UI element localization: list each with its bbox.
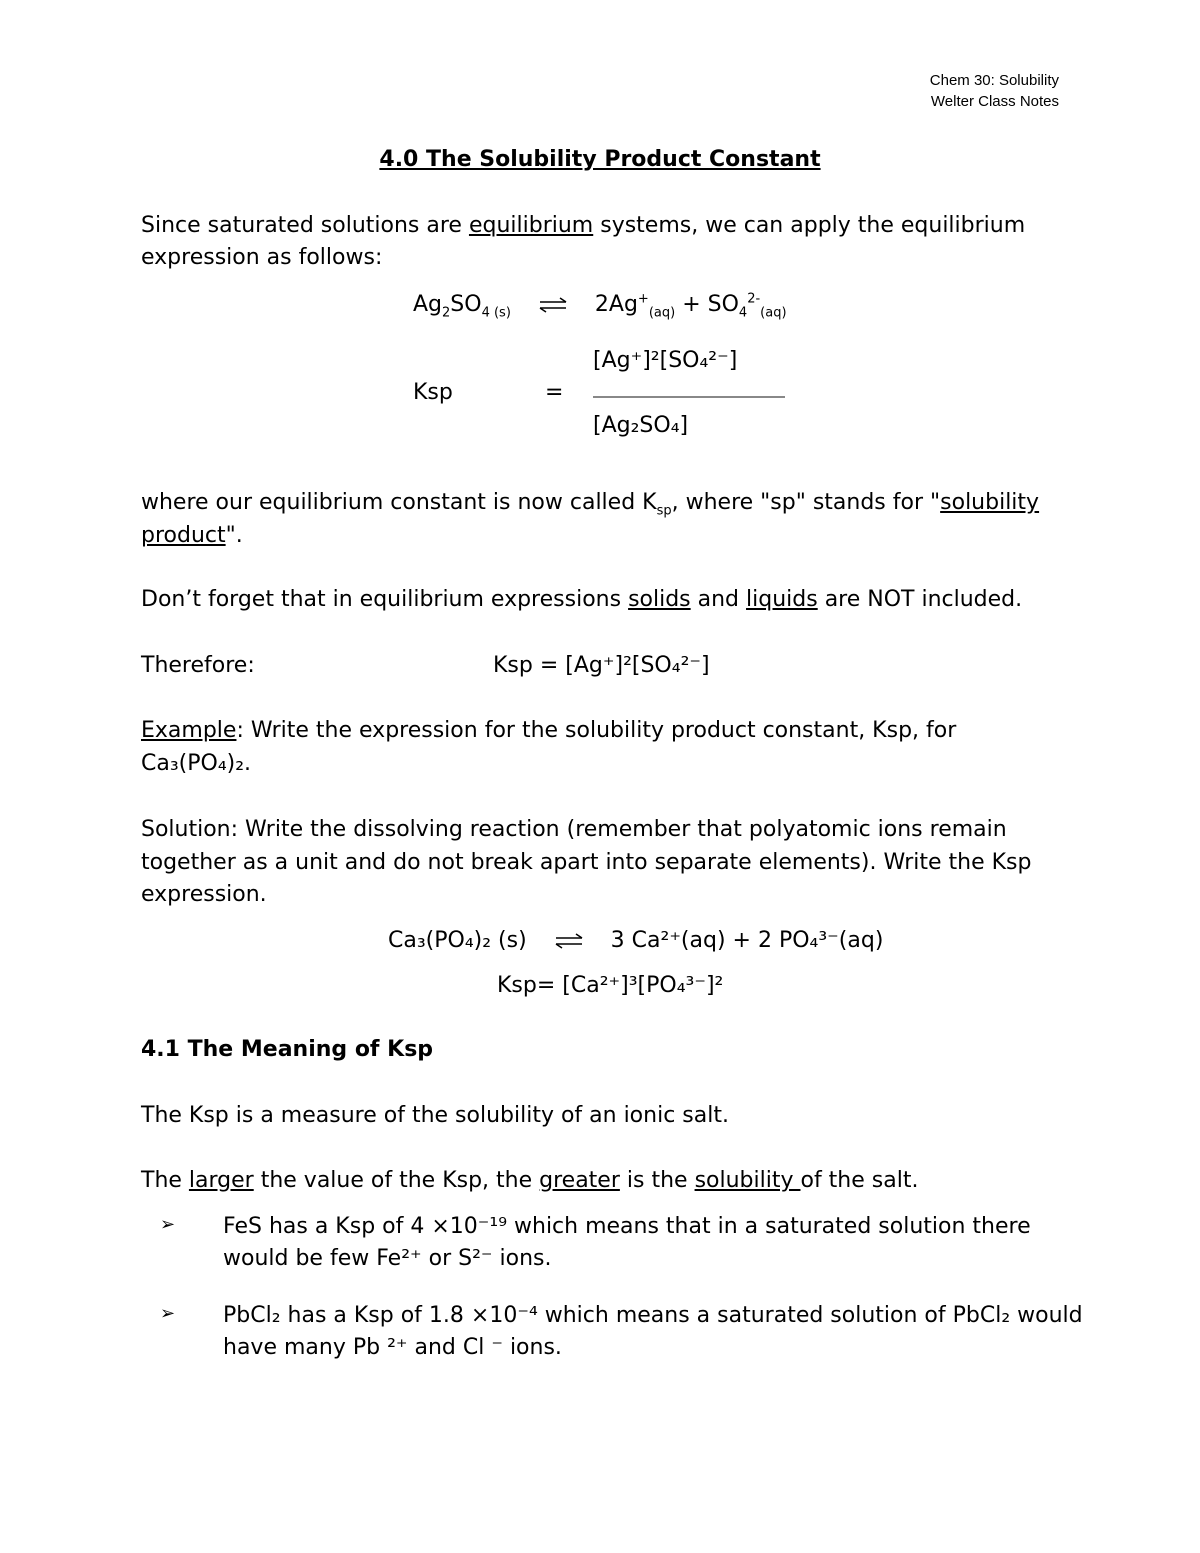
measure-text: The Ksp is a measure of the solubility of an ionic salt. — [141, 1103, 729, 1128]
intro-line1 — [141, 209, 1025, 242]
equilibrium-arrow-icon — [538, 297, 568, 313]
example-text: : Write the expression for the solubility product constant, Ksp, for — [236, 718, 957, 743]
dont-mid: and — [690, 587, 747, 612]
eq1-sub4: 4 (s) — [481, 305, 511, 321]
larger-underlined: larger — [188, 1168, 254, 1193]
equation-1 — [413, 288, 787, 321]
therefore-expr: Ksp = [Ag⁺]²[SO₄²⁻] — [493, 653, 710, 678]
eq1-so-ion: + SO — [675, 292, 739, 317]
eq2-left: Ca₃(PO₄)₂ (s) — [388, 928, 527, 953]
where-mid: , where "sp" stands for " — [671, 490, 941, 515]
therefore-label: Therefore: — [141, 653, 255, 678]
larger-pre: The — [141, 1168, 189, 1193]
intro-text-post: systems, we can apply the equilibrium — [593, 213, 1026, 238]
eq1-ag-ion: 2Ag — [594, 292, 638, 317]
intro-text: Since saturated solutions are — [141, 213, 469, 238]
dont-liquids: liquids — [746, 587, 818, 612]
solubility-underlined: solubility — [694, 1168, 801, 1193]
where-line1 — [141, 486, 1039, 519]
solution-line1: Solution: Write the dissolving reaction (remember that polyatomic ions remain — [141, 817, 1007, 842]
larger-mid: the value of the Ksp, the — [253, 1168, 540, 1193]
page-title: 4.0 The Solubility Product Constant — [379, 147, 821, 172]
intro-line2: expression as follows: — [141, 245, 383, 270]
eq1-so-sub: 4 — [738, 305, 748, 321]
bullet-1-line1: FeS has a Ksp of 4 ×10⁻¹⁹ which means that in a saturated solution there — [223, 1214, 1031, 1239]
eq1-sub: 2 — [442, 305, 451, 321]
arrow-bullet-icon: ➢ — [160, 1214, 176, 1235]
eq1-aq2: (aq) — [760, 305, 787, 321]
bullet-2-line1: PbCl₂ has a Ksp of 1.8 ×10⁻⁴ which means a saturated solution of PbCl₂ would — [223, 1303, 1083, 1328]
dont-solids: solids — [628, 587, 691, 612]
dont-text: Don’t forget that in equilibrium expressions — [141, 587, 629, 612]
section-4-1-heading: 4.1 The Meaning of Ksp — [141, 1037, 434, 1062]
arrow-bullet-icon: ➢ — [160, 1303, 176, 1324]
where-underlined-2: product — [141, 523, 226, 548]
ksp-denominator: [Ag₂SO₄] — [593, 413, 689, 438]
where-post: ". — [225, 523, 243, 548]
equation-2 — [388, 924, 883, 957]
intro-underlined: equilibrium — [468, 213, 594, 238]
example-label: Example — [141, 718, 237, 743]
solution-line2: together as a unit and do not break apart into separate elements). Write the Ksp — [141, 850, 1032, 875]
page-header — [930, 70, 1059, 112]
fraction-bar — [593, 396, 785, 398]
larger-mid2: is the — [619, 1168, 695, 1193]
larger-text — [141, 1164, 918, 1197]
bullet-1-line2: would be few Fe²⁺ or S²⁻ ions. — [223, 1246, 552, 1271]
ksp-numerator: [Ag⁺]²[SO₄²⁻] — [593, 348, 738, 373]
header-notes: Welter Class Notes — [930, 93, 1059, 110]
greater-underlined: greater — [539, 1168, 620, 1193]
solution-line3: expression. — [141, 882, 267, 907]
bullet-2-line2: have many Pb ²⁺ and Cl ⁻ ions. — [223, 1335, 562, 1360]
where-line2 — [141, 519, 243, 552]
equilibrium-arrow-icon — [554, 933, 584, 949]
header-course: Chem 30: Solubility — [929, 72, 1059, 89]
ksp-label: Ksp — [413, 380, 453, 405]
dont-post: are NOT included. — [817, 587, 1023, 612]
ksp-equals: = — [545, 380, 564, 405]
eq1-aq: (aq) — [648, 305, 676, 321]
dont-forget — [141, 583, 1022, 616]
example-line1 — [141, 714, 956, 747]
eq2-right: 3 Ca²⁺(aq) + 2 PO₄³⁻(aq) — [610, 928, 884, 953]
larger-post: of the salt. — [800, 1168, 919, 1193]
eq1-so: SO — [450, 292, 482, 317]
where-sub: sp — [656, 503, 672, 519]
example-line2: Ca₃(PO₄)₂. — [141, 751, 252, 776]
eq2-ksp: Ksp= [Ca²⁺]³[PO₄³⁻]² — [497, 973, 724, 998]
where-text: where our equilibrium constant is now called K — [141, 490, 657, 515]
eq1-so-sup: 2- — [747, 291, 761, 307]
eq1-sup: + — [637, 291, 649, 307]
eq1-ag: Ag — [413, 292, 443, 317]
where-underlined: solubility — [940, 490, 1040, 515]
